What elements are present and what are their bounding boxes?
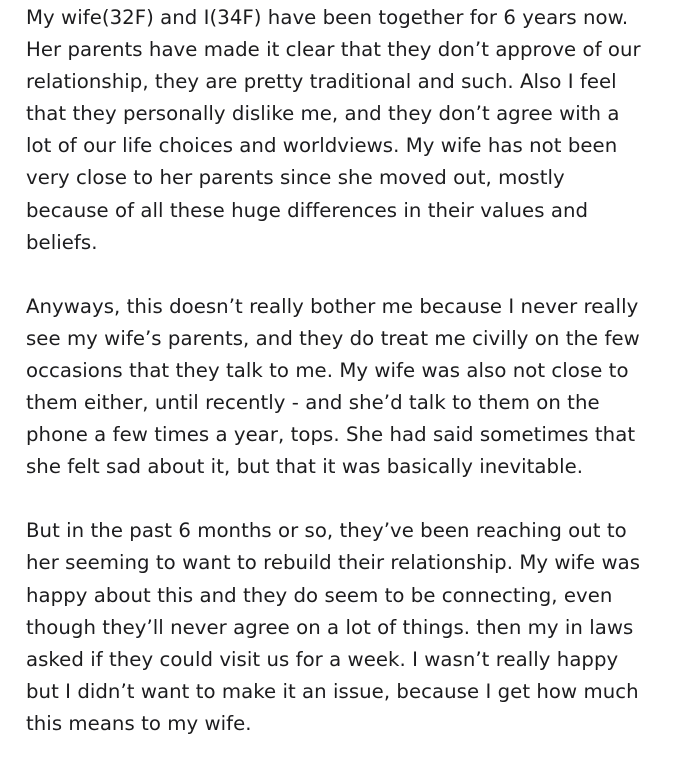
text-line: lot of our life choices and worldviews. My wife has not been	[26, 134, 618, 158]
text-line: Her parents have made it clear that they don’t approve of our	[26, 38, 641, 62]
paragraph-3	[26, 515, 688, 740]
text-line: though they’ll never agree on a lot of things. then my in laws	[26, 615, 634, 639]
text-line: she felt sad about it, but that it was basically inevitable.	[26, 455, 584, 479]
paragraph-1	[26, 2, 688, 259]
post-body	[26, 2, 688, 740]
text-line: but I didn’t want to make it an issue, because I get how much	[26, 679, 639, 703]
text-line: beliefs.	[26, 230, 98, 254]
text-line: this means to my wife.	[26, 711, 252, 735]
text-line: Anyways, this doesn’t really bother me because I never really	[26, 294, 639, 318]
text-line: But in the past 6 months or so, they’ve been reaching out to	[26, 519, 627, 543]
text-line: phone a few times a year, tops. She had said sometimes that	[26, 423, 636, 447]
text-line: happy about this and they do seem to be connecting, even	[26, 583, 613, 607]
text-line: because of all these huge differences in their values and	[26, 198, 589, 222]
text-line: that they personally dislike me, and they don’t agree with a	[26, 102, 620, 126]
text-line: see my wife’s parents, and they do treat me civilly on the few	[26, 326, 640, 350]
text-line: asked if they could visit us for a week. I wasn’t really happy	[26, 647, 619, 671]
text-line: relationship, they are pretty traditional and such. Also I feel	[26, 70, 617, 94]
paragraph-2	[26, 291, 688, 484]
text-line: very close to her parents since she moved out, mostly	[26, 166, 565, 190]
text-line: them either, until recently - and she’d talk to them on the	[26, 391, 600, 415]
text-line: occasions that they talk to me. My wife was also not close to	[26, 358, 629, 382]
text-line: My wife(32F) and I(34F) have been together for 6 years now.	[26, 6, 629, 29]
text-line: her seeming to want to rebuild their relationship. My wife was	[26, 551, 641, 575]
